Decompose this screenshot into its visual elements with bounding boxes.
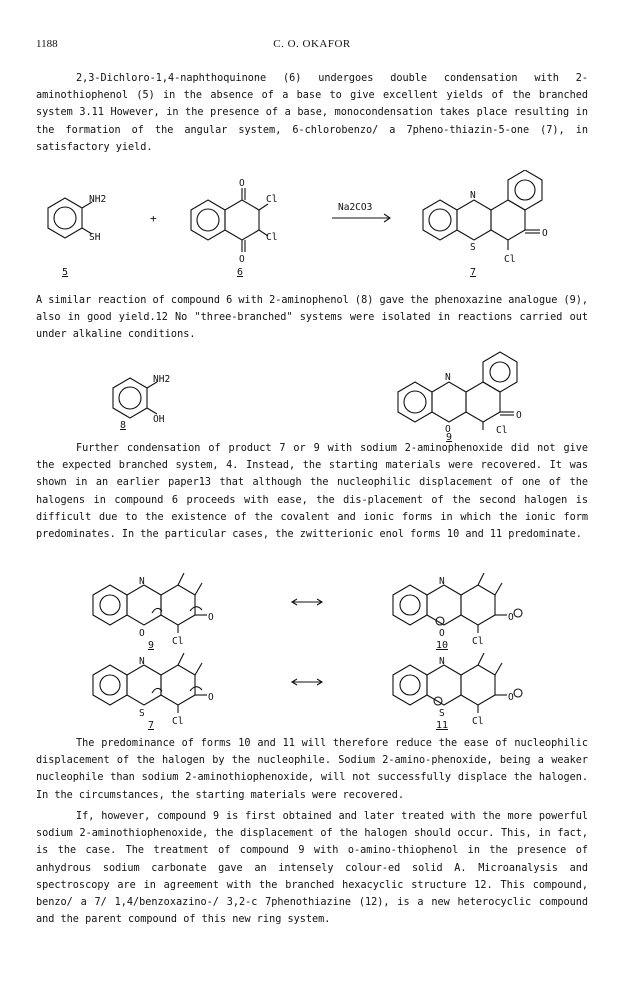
atom-label: Cl: [504, 254, 516, 265]
atom-label: O: [542, 228, 548, 239]
compound-label-9: 9: [446, 432, 453, 443]
atom-label: O: [239, 178, 245, 189]
atom-label: O: [439, 628, 445, 639]
atom-label: SH: [89, 232, 101, 243]
atom-label: Cl: [266, 232, 278, 243]
compound-label-9: 9: [148, 640, 155, 651]
atom-label: NH2: [153, 374, 171, 385]
running-head-author: C. O. OKAFOR: [273, 38, 351, 50]
scheme-2: [0, 340, 624, 435]
atom-label: O: [208, 692, 214, 703]
scheme-3: [0, 565, 624, 730]
scheme-1: [0, 170, 624, 280]
compound-label-10: 10: [436, 640, 449, 651]
page-number: 1188: [36, 38, 58, 50]
atom-label: Cl: [266, 194, 278, 205]
atom-label: N: [139, 576, 145, 587]
atom-label: S: [439, 708, 445, 719]
atom-label: Cl: [472, 716, 484, 727]
atom-label: N: [470, 190, 476, 201]
paragraph-1: 2,3-Dichloro-1,4-naphthoquinone (6) undergoes double condensation with 2-aminothiophenol (5) in the absence of a base to give excellent yields of the branched system 3.11 However, in the presence of a base, monocondensation takes place resulting in the formation of the angular system, 6-chlorobenzo/ a 7pheno-thiazin-5-one (7), in satisfactory yield.: [36, 73, 588, 153]
atom-label: O: [208, 612, 214, 623]
atom-label: N: [439, 656, 445, 667]
reagent-label: Na2CO3: [338, 202, 373, 213]
atom-label: NH2: [89, 194, 107, 205]
atom-label: O: [516, 410, 522, 421]
atom-label: O: [508, 612, 514, 623]
compound-label-6: 6: [237, 267, 244, 278]
atom-label: N: [439, 576, 445, 587]
paragraph-5: If, however, compound 9 is first obtained and later treated with the more powerful sodium 2-aminothiophenoxide, the displacement of the halogen should occur. This, in fact, is the case. The treatment of compound 9 with o-amino-thiophenol in the presence of anhydrous sodium carbonate gave an intensely colour-ed solid A. Microanalysis and spectroscopy are in agreement with the branched hexacyclic structure 12. This compound, benzo/ a 7/ 1,4/benzoxazino-/ 3,2-c 7phenothiazine (12), is a new heterocyclic compound and the parent compound of this new ring system.: [36, 811, 588, 926]
paragraph-4: The predominance of forms 10 and 11 will therefore reduce the ease of nucleophilic displacement of the halogen by the nucleophile. Sodium 2-amino-phenoxide, being a weaker nucleophile than sodium 2-aminothiophenoxide, will not successfully displace the halogen. In the circumstances, the starting materials were recovered.: [36, 738, 588, 801]
atom-label: Cl: [496, 425, 508, 435]
atom-label: O: [139, 628, 145, 639]
atom-label: O: [445, 424, 451, 435]
atom-label: S: [139, 708, 145, 719]
atom-label: N: [445, 372, 451, 383]
atom-label: Cl: [172, 636, 184, 647]
compound-label-11: 11: [436, 720, 449, 731]
paragraph-3: Further condensation of product 7 or 9 with sodium 2-aminophenoxide did not give the expected branched system, 4. Instead, the starting materials were recovered. It was shown in an earlier paper13 that although the nucleophilic displacement of one of the halogens in compound 6 proceeds with ease, the dis-placement of the second halogen is difficult due to the existence of the covalent and ionic forms in which the ionic form predominates. In the particular cases, the zwitterionic enol forms 10 and 11 predominate.: [36, 443, 588, 541]
atom-label: O: [508, 692, 514, 703]
compound-label-5: 5: [62, 267, 69, 278]
plus-sign: +: [150, 212, 157, 225]
atom-label: O: [239, 254, 245, 265]
compound-label-8: 8: [120, 420, 127, 431]
atom-label: Cl: [172, 716, 184, 727]
compound-label-7: 7: [148, 720, 155, 731]
paragraph-2: A similar reaction of compound 6 with 2-aminophenol (8) gave the phenoxazine analogue (9), also in good yield.12 No "three-branched" systems were isolated in reactions carried out under alkaline conditions.: [36, 295, 589, 341]
compound-label-7: 7: [470, 267, 477, 278]
atom-label: Cl: [472, 636, 484, 647]
atom-label: S: [470, 242, 476, 253]
atom-label: N: [139, 656, 145, 667]
atom-label: OH: [153, 414, 165, 425]
